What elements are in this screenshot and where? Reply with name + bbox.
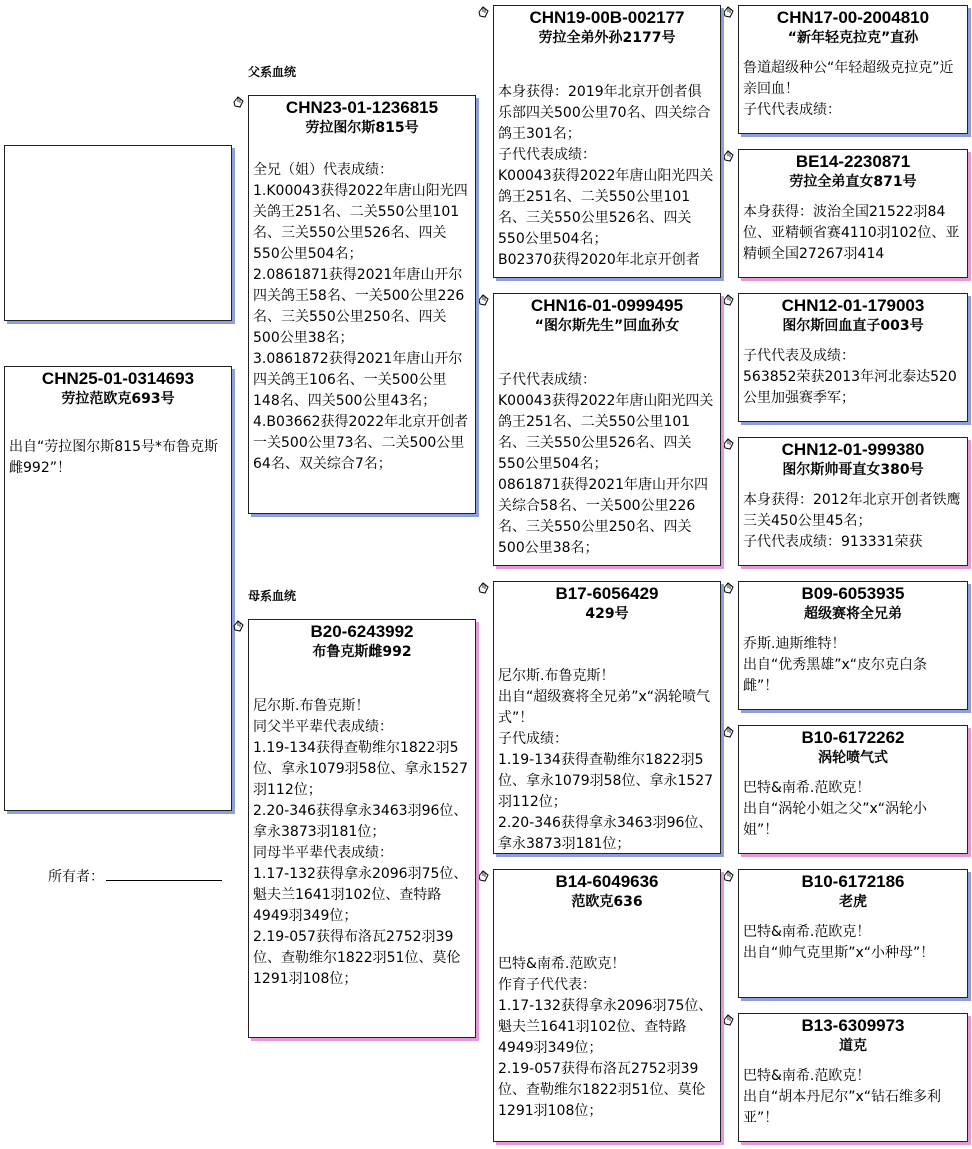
gp-ss-name: 劳拉全弟外孙2177号 bbox=[538, 30, 676, 46]
ggp-card-6[interactable] bbox=[738, 725, 968, 854]
ggp-card-3[interactable] bbox=[738, 293, 968, 422]
edit-hand-icon[interactable] bbox=[722, 869, 736, 883]
dam-line-label: 母系血统 bbox=[248, 589, 297, 603]
gp-dd-name: 范欧克636 bbox=[571, 894, 643, 910]
ggp6-name: 涡轮喷气式 bbox=[818, 750, 888, 766]
edit-hand-icon[interactable] bbox=[722, 725, 736, 739]
gp-ds-desc: 尼尔斯.布鲁克斯！ 出自“超级赛将全兄弟”x“涡轮喷气式”！ 子代成绩： 1.19-134获得查勒维尔1822羽5位、拿永1079羽58位、拿永1527羽112位； 2.20-346获得拿永3463羽96位、拿永3873羽181位； bbox=[498, 668, 714, 852]
ggp4-ring: CHN12-01-999380 bbox=[781, 440, 925, 459]
edit-hand-icon[interactable] bbox=[232, 619, 246, 633]
ggp5-name: 超级赛将全兄弟 bbox=[804, 606, 902, 622]
sire-name: 劳拉图尔斯815号 bbox=[305, 120, 419, 136]
edit-hand-icon[interactable] bbox=[477, 5, 491, 19]
ggp-card-5[interactable] bbox=[738, 581, 968, 710]
edit-hand-icon[interactable] bbox=[722, 5, 736, 19]
ggp8-name: 道克 bbox=[839, 1038, 867, 1054]
ggp1-name: “新年轻克拉克”直孙 bbox=[787, 30, 919, 46]
granddam-maternal-card[interactable] bbox=[493, 869, 721, 1142]
ggp5-desc: 乔斯.迪斯维特！ 出自“优秀黑雄”x“皮尔克白条雌”！ bbox=[743, 636, 928, 694]
ggp3-ring: CHN12-01-179003 bbox=[781, 296, 925, 315]
ggp-card-2[interactable] bbox=[738, 149, 968, 278]
dam-card[interactable] bbox=[248, 619, 476, 1038]
ggp-card-1[interactable] bbox=[738, 5, 968, 134]
gp-sd-desc: 子代代表成绩： K00043获得2022年唐山阳光四关鸽王251名、二关550公里101名、三关550公里526名、四关550公里504名； 0861871获得2021年唐山开尔四关综合58名、一关500公里226名、三关550公里250名、四关500公里38名； bbox=[498, 372, 714, 556]
ggp-card-7[interactable] bbox=[738, 869, 968, 998]
edit-hand-icon[interactable] bbox=[232, 95, 246, 109]
sire-card[interactable] bbox=[248, 95, 476, 514]
ggp6-ring: B10-6172262 bbox=[801, 728, 905, 747]
gp-ss-desc: 本身获得：2019年北京开创者俱乐部四关500公里70名、四关综合鸽王301名； 子代代表成绩： K00043获得2022年唐山阳光四关鸽王251名、二关550公里101名、三关550公里526名、四关550公里504名； B02370获得2020年北京开创者 bbox=[498, 84, 714, 268]
ggp7-ring: B10-6172186 bbox=[801, 872, 905, 891]
sire-line-label: 父系血统 bbox=[248, 65, 297, 79]
gp-sd-ring: CHN16-01-0999495 bbox=[530, 296, 684, 315]
ggp3-name: 图尔斯回血直子003号 bbox=[782, 318, 924, 334]
dam-desc: 尼尔斯.布鲁克斯！ 同父半平辈代表成绩： 1.19-134获得查勒维尔1822羽5位、拿永1079羽58位、拿永1527羽112位； 2.20-346获得拿永3463羽96位、拿永3873羽181位； 同母半平辈代表成绩： 1.17-132获得拿永2096羽75位、魁夫兰1641羽102位、查特路4949羽349位； 2.19-057获得布洛瓦2752羽39位、查勒维尔1822羽51位、莫伦1291羽108位； bbox=[253, 698, 469, 987]
owner-field[interactable] bbox=[48, 866, 222, 886]
gp-dd-ring: B14-6049636 bbox=[555, 872, 659, 891]
edit-hand-icon[interactable] bbox=[477, 293, 491, 307]
owner-label: 所有者： bbox=[48, 869, 104, 885]
gp-sd-name: “图尔斯先生”回血孙女 bbox=[534, 318, 680, 334]
subject-ring: CHN25-01-0314693 bbox=[41, 369, 195, 388]
ggp7-desc: 巴特&南希.范欧克！ 出自“帅气克里斯”x“小种母”！ bbox=[743, 924, 935, 961]
grandsire-maternal-card[interactable] bbox=[493, 581, 721, 854]
granddam-paternal-card[interactable] bbox=[493, 293, 721, 566]
ggp2-ring: BE14-2230871 bbox=[795, 152, 911, 171]
ggp7-name: 老虎 bbox=[839, 894, 867, 910]
ggp1-desc: 鲁道超级种公“年轻超级克拉克”近亲回血！ 子代代表成绩： bbox=[743, 60, 954, 118]
edit-hand-icon[interactable] bbox=[477, 869, 491, 883]
ggp-card-4[interactable] bbox=[738, 437, 968, 566]
edit-hand-icon[interactable] bbox=[722, 581, 736, 595]
grandsire-paternal-card[interactable] bbox=[493, 5, 721, 278]
gp-ds-name: 429号 bbox=[585, 606, 629, 622]
sire-desc: 全兄（姐）代表成绩： 1.K00043获得2022年唐山阳光四关鸽王251名、二关550公里101名、三关550公里526名、四关550公里504名； 2.0861871获得2021年唐山开尔四关鸽王58名、一关500公里226名、三关550公里250名、四关500公里38名； 3.0861872获得2021年唐山开尔四关鸽王106名、一关500公里148名、四关500公里43名； 4.B03662获得2022年北京开创者一关500公里73名、二关500公里64名、双关综合7名； bbox=[253, 162, 469, 472]
ggp4-desc: 本身获得：2012年北京开创者铁鹰三关450公里45名； 子代代表成绩：913331荣获 bbox=[743, 492, 961, 550]
subject-desc: 出自“劳拉图尔斯815号*布鲁克斯雌992”！ bbox=[9, 439, 218, 476]
gp-ds-ring: B17-6056429 bbox=[555, 584, 659, 603]
subject-name: 劳拉范欧克693号 bbox=[61, 391, 175, 407]
ggp8-ring: B13-6309973 bbox=[801, 1016, 905, 1035]
edit-hand-icon[interactable] bbox=[722, 437, 736, 451]
ggp3-desc: 子代代表及成绩： 563852荣获2013年河北泰达520公里加强赛季军； bbox=[743, 348, 957, 406]
subject-card[interactable] bbox=[4, 366, 232, 811]
sire-ring: CHN23-01-1236815 bbox=[285, 98, 439, 117]
photo-frame bbox=[4, 145, 232, 321]
edit-hand-icon[interactable] bbox=[477, 581, 491, 595]
ggp5-ring: B09-6053935 bbox=[801, 584, 905, 603]
ggp4-name: 图尔斯帅哥直女380号 bbox=[782, 462, 924, 478]
ggp2-desc: 本身获得：波治全国21522羽84位、亚精顿省赛4110羽102位、亚精顿全国27267羽414 bbox=[743, 204, 960, 262]
ggp-card-8[interactable] bbox=[738, 1013, 968, 1142]
gp-ss-ring: CHN19-00B-002177 bbox=[529, 8, 685, 27]
dam-name: 布鲁克斯雌992 bbox=[312, 644, 412, 660]
ggp8-desc: 巴特&南希.范欧克！ 出自“胡本丹尼尔”x“钻石维多利亚”！ bbox=[743, 1068, 942, 1126]
edit-hand-icon[interactable] bbox=[722, 149, 736, 163]
owner-line bbox=[106, 868, 222, 881]
ggp2-name: 劳拉全弟直女871号 bbox=[789, 174, 917, 190]
dam-ring: B20-6243992 bbox=[310, 622, 414, 641]
edit-hand-icon[interactable] bbox=[722, 1013, 736, 1027]
ggp1-ring: CHN17-00-2004810 bbox=[776, 8, 930, 27]
ggp6-desc: 巴特&南希.范欧克！ 出自“涡轮小姐之父”x“涡轮小姐”！ bbox=[743, 780, 928, 838]
edit-hand-icon[interactable] bbox=[722, 293, 736, 307]
gp-dd-desc: 巴特&南希.范欧克！ 作育子代代表： 1.17-132获得拿永2096羽75位、魁夫兰1641羽102位、查特路4949羽349位； 2.19-057获得布洛瓦2752羽39位、查勒维尔1822羽51位、莫伦1291羽108位； bbox=[498, 956, 713, 1119]
